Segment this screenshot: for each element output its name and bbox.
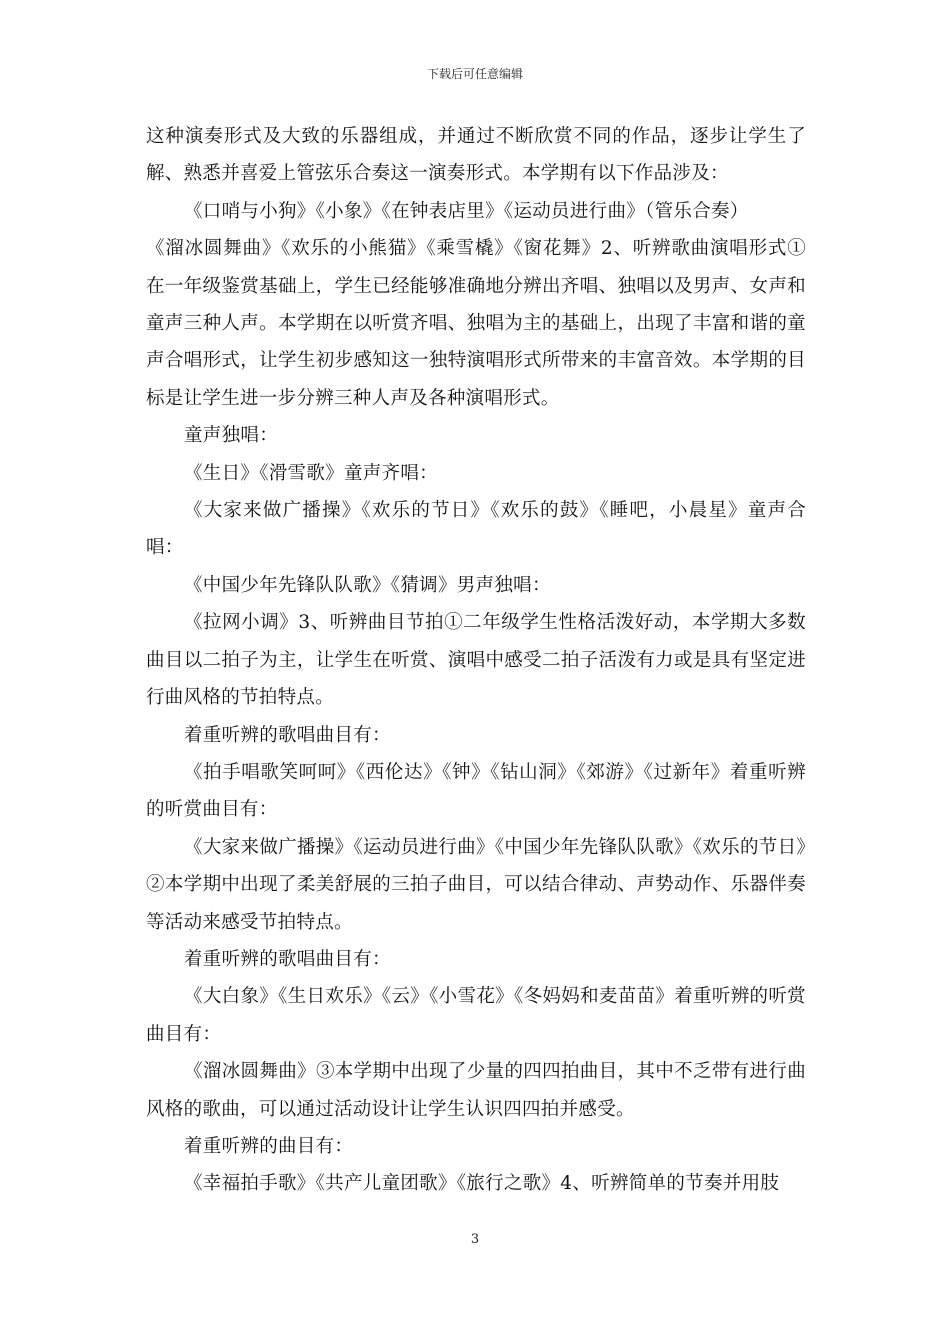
page-number: 3 — [470, 1232, 480, 1247]
paragraph: 《溜冰圆舞曲》③本学期中出现了少量的四四拍曲目，其中不乏带有进行曲风格的歌曲，可以通过活动设计让学生认识四四拍并感受。 — [146, 1061, 806, 1120]
paragraph: 《口哨与小狗》《小象》《在钟表店里》《运动员进行曲》（管乐合奏） — [184, 200, 749, 222]
paragraph: 《拉网小调》3、听辨曲目节拍①二年级学生性格活泼好动，本学期大多数曲目以二拍子为主，让学生在听赏、演唱中感受二拍子活泼有力或是具有坚定进行曲风格的节拍特点。 — [146, 612, 806, 709]
paragraph: 《幸福拍手歌》《共产儿童团歌》《旅行之歌》4、听辨简单的节奏并用肢 — [184, 1173, 780, 1195]
paragraph: 童声独唱： — [184, 425, 279, 447]
paragraph: 《生日》《滑雪歌》童声齐唱： — [184, 462, 438, 484]
paragraph: 《中国少年先锋队队歌》《猜调》男声独唱： — [184, 574, 551, 596]
page-header: 下载后可任意编辑 — [426, 67, 523, 81]
paragraph: 这种演奏形式及大致的乐器组成，并通过不断欣赏不同的作品，逐步让学生了解、熟悉并喜爱上管弦乐合奏这一演奏形式。本学期有以下作品涉及： — [146, 126, 806, 185]
paragraph: 《拍手唱歌笑呵呵》《西伦达》《钟》《钻山洞》《郊游》《过新年》着重听辨的听赏曲目有： — [146, 761, 806, 821]
paragraph: 《溜冰圆舞曲》《欢乐的小熊猫》《乘雪橇》《窗花舞》2、听辨歌曲演唱形式①在一年级鉴赏基础上，学生已经能够准确地分辨出齐唱、独唱以及男声、女声和童声三种人声。本学期在以听赏齐唱、独唱为主的基础上，出现了丰富和谐的童声合唱形式，让学生初步感知这一独特演唱形式所带来的丰富音效。本学期的目标是让学生进一步分辨三种人声及各种演唱形式。 — [146, 238, 806, 409]
paragraph: 着重听辨的曲目有： — [184, 1135, 354, 1157]
paragraph: 《大白象》《生日欢乐》《云》《小雪花》《冬妈妈和麦苗苗》着重听辨的听赏曲目有： — [146, 986, 806, 1045]
paragraph: 《大家来做广播操》《欢乐的节日》《欢乐的鼓》《睡吧，小晨星》童声合唱： — [146, 500, 806, 559]
paragraph: 着重听辨的歌唱曲目有： — [184, 724, 391, 746]
document-body — [146, 118, 806, 1203]
paragraph: 着重听辨的歌唱曲目有： — [184, 948, 391, 970]
paragraph: 《大家来做广播操》《运动员进行曲》《中国少年先锋队队歌》《欢乐的节日》②本学期中出现了柔美舒展的三拍子曲目，可以结合律动、声势动作、乐器伴奏等活动来感受节拍特点。 — [146, 836, 806, 933]
